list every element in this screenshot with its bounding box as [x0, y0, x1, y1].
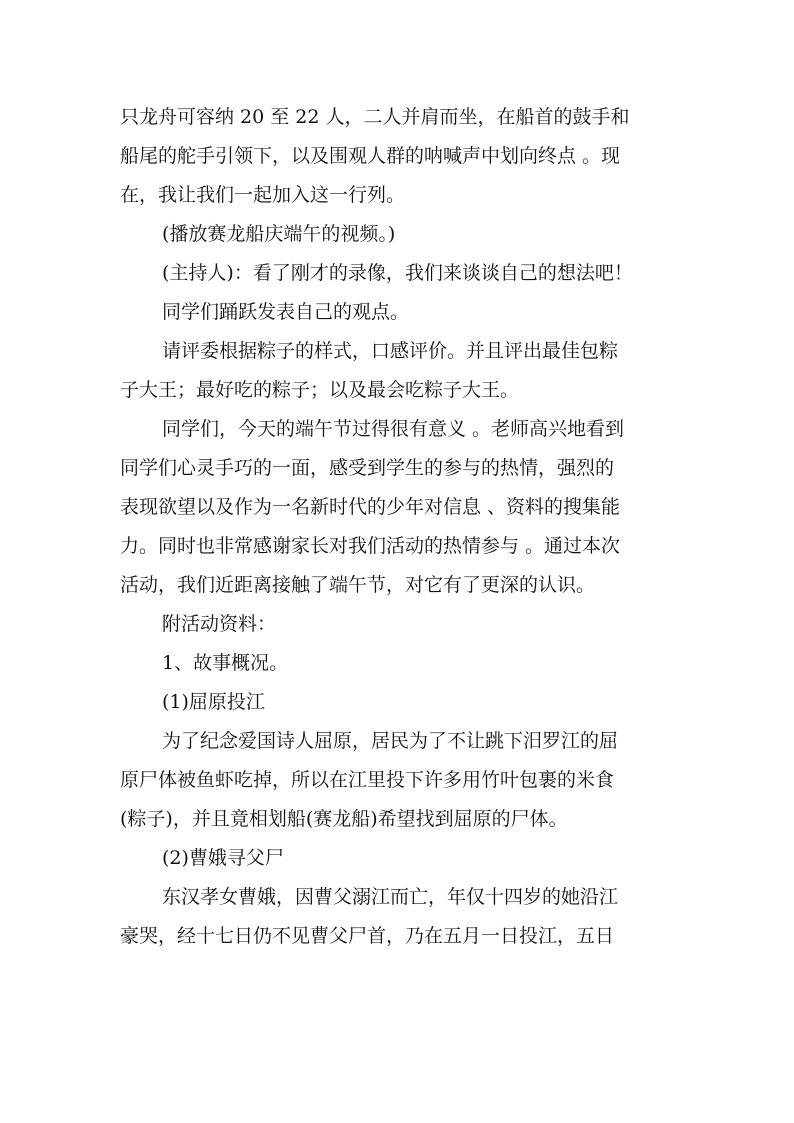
text-line-16: (1)屈原投江	[162, 691, 265, 713]
text-line-9: 同学们，今天的端午节过得很有意义 。老师高兴地看到	[162, 418, 625, 440]
text-line-4: (播放赛龙船庆端午的视频。)	[162, 223, 396, 245]
text-line-2: 船尾的舵手引领下，以及围观人群的呐喊声中划向终点 。现	[120, 145, 621, 167]
text-line-21: 东汉孝女曹娥，因曹父溺江而亡，年仅十四岁的她沿江	[162, 886, 619, 908]
text-line-11: 表现欲望以及作为一名新时代的少年对信息 、资料的搜集能	[120, 496, 621, 518]
text-line-22: 豪哭，经十七日仍不见曹父尸首，乃在五月一日投江，五日	[120, 925, 615, 947]
text-line-18: 原尸体被鱼虾吃掉，所以在江里投下许多用竹叶包裹的米食	[120, 769, 615, 791]
document-body	[120, 98, 680, 956]
text-line-12: 力。同时也非常感谢家长对我们活动的热情参与 。通过本次	[120, 535, 621, 557]
text-line-7: 请评委根据粽子的样式，口感评价。并且评出最佳包粽	[162, 340, 619, 362]
text-line-10: 同学们心灵手巧的一面，感受到学生的参与的热情，强烈的	[120, 457, 615, 479]
text-line-5: (主持人)：看了刚才的录像，我们来谈谈自己的想法吧！	[162, 262, 633, 284]
text-line-8: 子大王；最好吃的粽子；以及最会吃粽子大王。	[120, 379, 520, 401]
text-line-20: (2)曹娥寻父尸	[162, 847, 284, 869]
text-line-15: 1、故事概况。	[162, 652, 289, 674]
text-line-14: 附活动资料：	[162, 613, 277, 635]
text-line-17: 为了纪念爱国诗人屈原，居民为了不让跳下汨罗江的屈	[162, 730, 619, 752]
text-line-6: 同学们踊跃发表自己的观点。	[162, 301, 410, 323]
text-line-13: 活动，我们近距离接触了端午节，对它有了更深的认识。	[120, 574, 596, 596]
text-line-19: (粽子)，并且竟相划船(赛龙船)希望找到屈原的尸体。	[120, 808, 568, 830]
text-line-1: 只龙舟可容纳 20 至 22 人，二人并肩而坐，在船首的鼓手和	[120, 106, 630, 128]
text-line-3: 在，我让我们一起加入这一行列。	[120, 184, 406, 206]
